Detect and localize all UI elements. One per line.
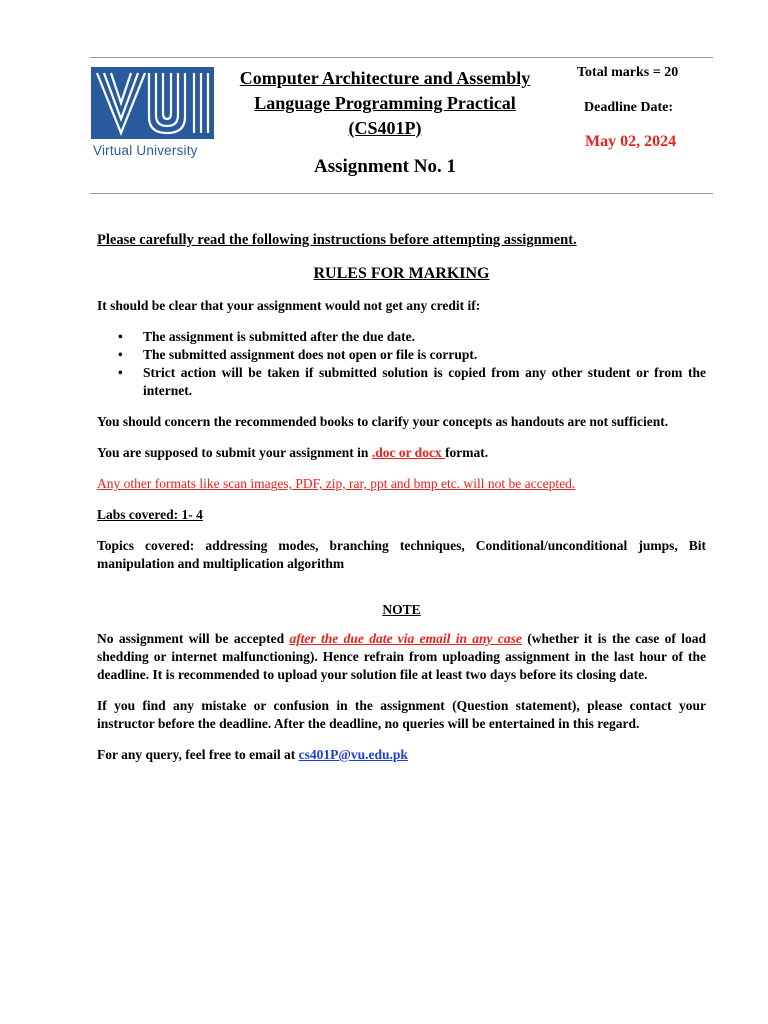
rules-list (97, 328, 706, 400)
note-heading: NOTE (382, 602, 421, 617)
bullet-icon: • (118, 347, 123, 362)
course-code: (CS401P) (348, 118, 422, 138)
format-suffix: format. (445, 445, 489, 460)
rule-text: The assignment is submitted after the due date. (143, 329, 416, 344)
course-title (220, 66, 550, 141)
labs-covered (97, 506, 706, 524)
rules-heading: RULES FOR MARKING (313, 265, 490, 282)
rule-text: Strict action will be taken if submitted solution is copied from any other student or from the internet. (143, 365, 706, 398)
late-submission-note (97, 630, 706, 684)
credit-intro: It should be clear that your assignment would not get any credit if: (97, 298, 481, 313)
bullet-icon: • (118, 365, 123, 380)
labs-covered-text: Labs covered: 1- 4 (97, 507, 203, 522)
deadline-date: May 02, 2024 (585, 133, 677, 150)
note-highlight: after the due date via email in any case (289, 631, 522, 646)
rule-text: The submitted assignment does not open or file is corrupt. (143, 347, 478, 362)
university-logo (91, 67, 216, 161)
logo-caption: Virtual University (93, 143, 198, 158)
query-prefix: For any query, feel free to email at (97, 747, 299, 762)
other-formats-text: Any other formats like scan images, PDF, zip, rar, ppt and bmp etc. will not be accepted. (97, 476, 576, 491)
vu-logo-mark (91, 67, 214, 139)
assignment-body (97, 231, 706, 777)
course-title-line: Language Programming Practical (254, 93, 516, 113)
query-contact (97, 746, 706, 764)
note-prefix: No assignment will be accepted (97, 631, 290, 646)
mistake-note: If you find any mistake or confusion in the assignment (Question statement), please contact your instructor before the deadline. After the deadline, no queries will be entertained in this regard. (97, 698, 706, 731)
course-title-line: Computer Architecture and Assembly (239, 68, 531, 88)
header-bottom-rule (90, 193, 713, 194)
note-suffix: (whether it is the case of load shedding or internet malfunctioning). Hence refrain from uploading assignment in the last hour of the deadline. It is recommended to upload your solution file at least two days before its closing date. (97, 631, 706, 682)
total-marks: Total marks = 20 (577, 65, 679, 80)
other-formats-warning (97, 475, 706, 493)
header-top-rule (90, 57, 713, 58)
format-prefix: You are supposed to submit your assignment in (97, 445, 372, 460)
list-item (118, 328, 706, 346)
books-note: You should concern the recommended books to clarify your concepts as handouts are not sufficient. (97, 414, 669, 429)
bullet-icon: • (118, 329, 123, 344)
instructions-heading: Please carefully read the following instructions before attempting assignment. (97, 232, 577, 248)
email-link[interactable]: cs401P@vu.edu.pk (298, 747, 408, 762)
assignment-number: Assignment No. 1 (314, 156, 456, 177)
list-item (118, 346, 706, 364)
topics-covered: Topics covered: addressing modes, branching techniques, Conditional/unconditional jumps, Bit manipulation and multiplication algorithm (97, 538, 706, 571)
list-item (118, 364, 706, 400)
format-highlight: .doc or docx (371, 445, 446, 460)
deadline-label: Deadline Date: (584, 100, 674, 115)
format-instruction (97, 444, 706, 462)
